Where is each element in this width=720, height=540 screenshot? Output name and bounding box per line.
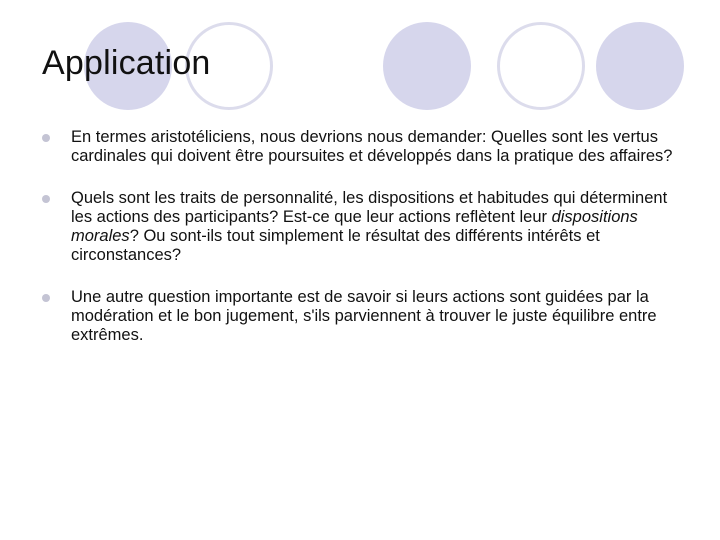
bullet-text-2-emphasis: dispositions morales — [71, 208, 638, 245]
decor-circle-filled-2 — [383, 22, 471, 110]
decor-circle-ring-2 — [497, 22, 585, 110]
bullet-dot-icon — [42, 134, 50, 142]
slide-title: Application — [42, 44, 211, 82]
bullet-text-2-before: Quels sont les traits de personnalité, les dispositions et habitudes qui déterminent les actions des participants? Est-ce que leur actions reflètent leur — [71, 189, 668, 226]
bullet-item-2 — [42, 189, 682, 265]
bullet-item-1 — [42, 128, 682, 166]
bullet-text-1: En termes aristotéliciens, nous devrions nous demander: Quelles sont les vertus cardinales qui doivent être poursuites et développés dans la pratique des affaires? — [71, 128, 673, 165]
bullet-text-2-after: ? Ou sont-ils tout simplement le résultat des différents intérêts et circonstances? — [71, 227, 600, 264]
decor-circle-filled-3 — [596, 22, 684, 110]
bullet-list — [42, 128, 682, 368]
bullet-dot-icon — [42, 195, 50, 203]
bullet-item-3 — [42, 288, 682, 345]
bullet-dot-icon — [42, 294, 50, 302]
bullet-text-3: Une autre question importante est de savoir si leurs actions sont guidées par la modération et le bon jugement, s'ils parviennent à trouver le juste équilibre entre extrêmes. — [71, 288, 657, 344]
